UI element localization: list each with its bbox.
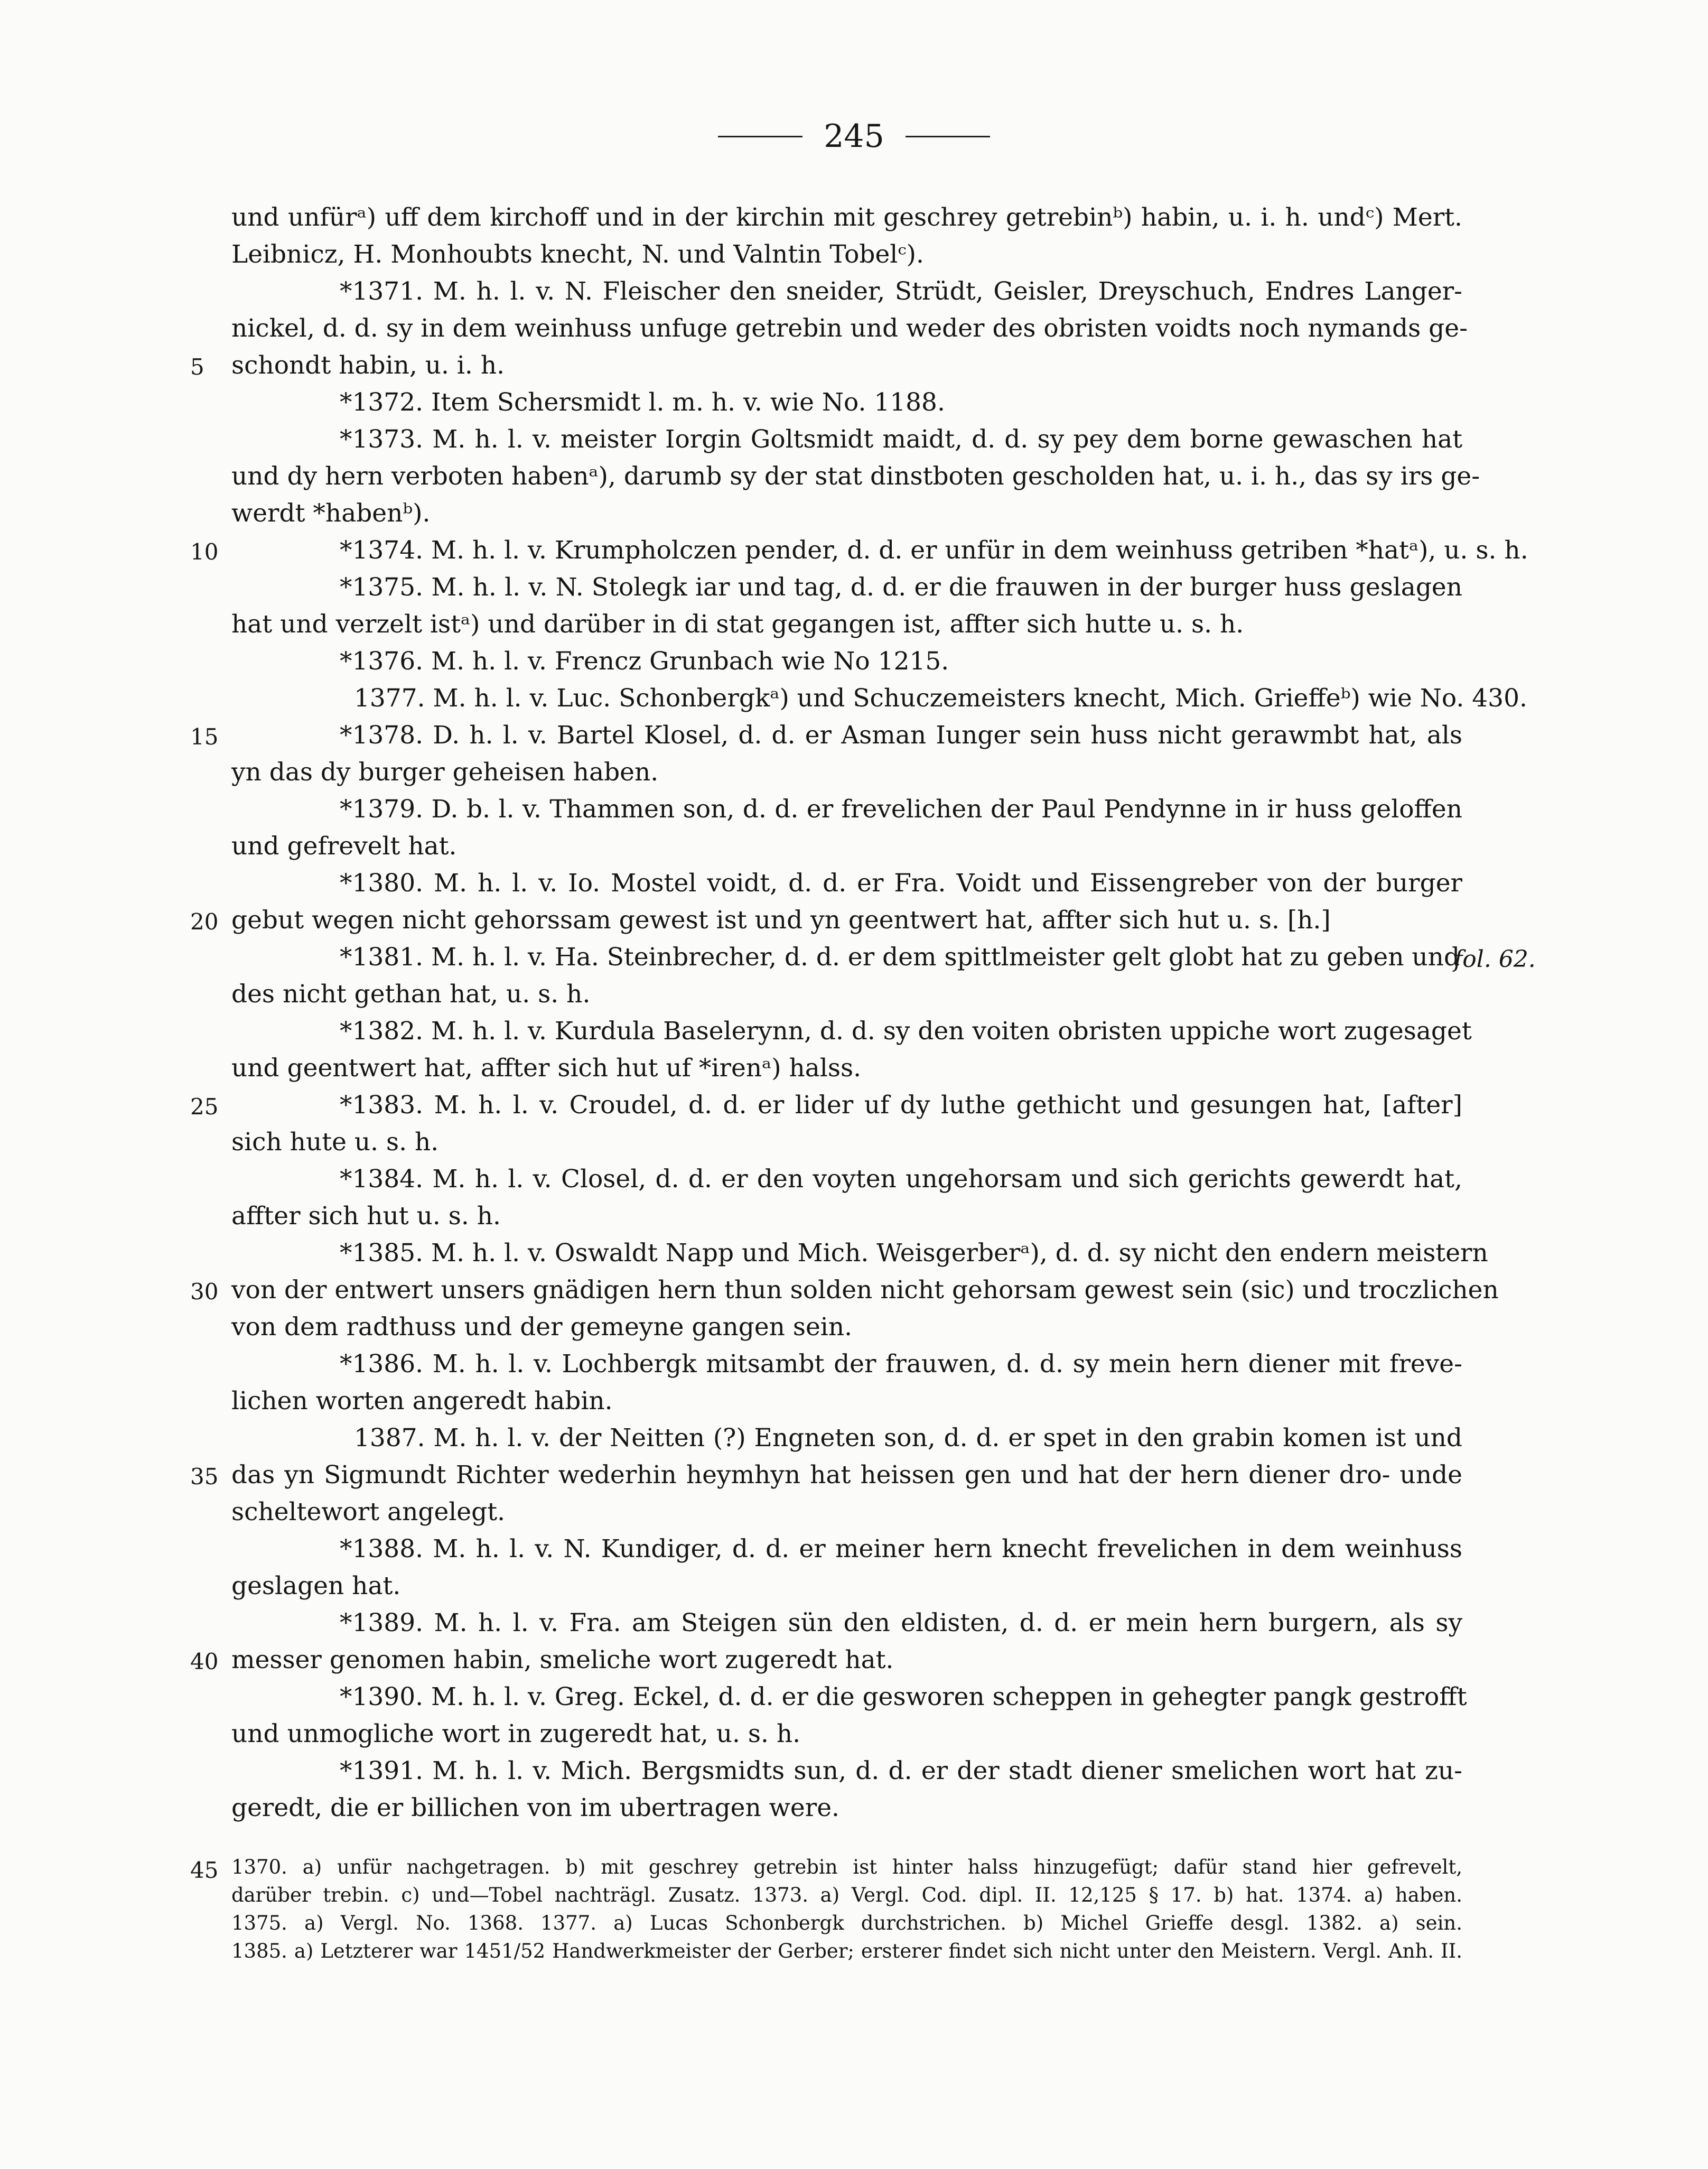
text-line: sich hute u. s. h. [231,1128,439,1157]
text-line: werdt *habenᵇ). [231,499,431,528]
text-line: *1383. M. h. l. v. Croudel, d. d. er lider uf dy luthe gethicht und gesungen hat, [after] [340,1091,1462,1120]
text-line: das yn Sigmundt Richter wederhin heymhyn hat heissen gen und hat der hern diener dro- unde [231,1460,1462,1490]
text-line: affter sich hut u. s. h. [231,1202,501,1231]
text-line: scheltewort angelegt. [231,1497,506,1526]
text-line: und unfürᵃ) uff dem kirchoff und in der kirchin mit geschrey getrebinᵇ) habin, u. i. h. undᶜ) Mert. [231,203,1462,232]
text-line: *1391. M. h. l. v. Mich. Bergsmidts sun, d. d. er der stadt diener smelichen wort hat zu- [340,1756,1462,1785]
text-line: *1385. M. h. l. v. Oswaldt Napp und Mich. Weisgerberᵃ), d. d. sy nicht den endern meistern [340,1239,1488,1268]
text-line: *1374. M. h. l. v. Krumpholczen pender, d. d. er unfür in dem weinhuss getriben *hatᵃ), u. s. h. [340,536,1528,565]
text-line: von der entwert unsers gnädigen hern thun solden nicht gehorsam gewest sein (sic) und troczlichen [231,1276,1499,1305]
right-rule [906,136,990,137]
text-line: und unmogliche wort in zugeredt hat, u. s. h. [231,1719,801,1748]
text-line: *1389. M. h. l. v. Fra. am Steigen sün den eldisten, d. d. er mein hern burgern, als sy [340,1608,1462,1637]
text-line: *1380. M. h. l. v. Io. Mostel voidt, d. d. er Fra. Voidt und Eissengreber von der burger [340,869,1462,898]
text-line: *1379. D. b. l. v. Thammen son, d. d. er frevelichen der Paul Pendynne in ir huss geloffen [340,795,1462,824]
text-line: und dy hern verboten habenᵃ), darumb sy der stat dinstboten gescholden hat, u. i. h., das sy irs ge- [231,462,1480,491]
text-line: *1372. Item Schersmidt l. m. h. v. wie No. 1188. [340,388,945,417]
text-line: nickel, d. d. sy in dem weinhuss unfuge getrebin und weder des obristen voidts noch nymands ge- [231,314,1468,343]
footnote-line: 1375. a) Vergl. No. 1368. 1377. a) Lucas Schonbergk durchstrichen. b) Michel Grieffe desgl. 1382. a) sein. [231,1912,1462,1934]
text-line: *1381. M. h. l. v. Ha. Steinbrecher, d. d. er dem spittlmeister gelt globt hat zu geben und [340,943,1460,972]
line-number: 30 [190,1279,219,1305]
line-number: 25 [190,1094,219,1120]
text-line: *1386. M. h. l. v. Lochbergk mitsambt der frauwen, d. d. sy mein hern diener mit freve- [340,1349,1462,1379]
text-line: *1371. M. h. l. v. N. Fleischer den sneider, Strüdt, Geisler, Dreyschuch, Endres Langer- [340,277,1462,306]
left-rule [718,136,802,137]
text-line: *1382. M. h. l. v. Kurdula Baselerynn, d. d. sy den voiten obristen uppiche wort zugesaget [340,1017,1472,1046]
text-line: und geentwert hat, affter sich hut uf *irenᵃ) halss. [231,1054,862,1083]
text-line: hat und verzelt istᵃ) und darüber in di stat gegangen ist, affter sich hutte u. s. h. [231,610,1244,639]
text-line: messer genomen habin, smeliche wort zugeredt hat. [231,1645,894,1674]
text-line: von dem radthuss und der gemeyne gangen sein. [231,1312,853,1342]
text-line: Leibnicz, H. Monhoubts knecht, N. und Valntin Tobelᶜ). [231,240,924,269]
line-number: 40 [190,1649,219,1674]
text-line: *1375. M. h. l. v. N. Stolegk iar und tag, d. d. er die frauwen in der burger huss geslagen [340,573,1462,602]
text-line: 1377. M. h. l. v. Luc. Schonbergkᵃ) und Schuczemeisters knecht, Mich. Grieffeᵇ) wie No. 430. [354,684,1527,713]
text-line: gebut wegen nicht gehorssam gewest ist und yn geentwert hat, affter sich hut u. s. [h.] [231,906,1331,935]
text-line: und gefrevelt hat. [231,832,457,861]
footnote-line: darüber trebin. c) und—Tobel nachträgl. Zusatz. 1373. a) Vergl. Cod. dipl. II. 12,125 § 17. b) hat. 1374. a) haben. [231,1884,1462,1906]
footnote-line: 1370. a) unfür nachgetragen. b) mit geschrey getrebin ist hinter halss hinzugefügt; dafür stand hier gefrevelt, [231,1856,1462,1878]
text-line: geslagen hat. [231,1571,401,1600]
text-line: *1388. M. h. l. v. N. Kundiger, d. d. er meiner hern knecht frevelichen in dem weinhuss [340,1534,1462,1563]
text-line: geredt, die er billichen von im ubertragen were. [231,1793,839,1822]
line-number: 35 [190,1464,219,1490]
text-line: des nicht gethan hat, u. s. h. [231,980,591,1009]
text-line: yn das dy burger geheisen haben. [231,758,659,787]
text-line: *1384. M. h. l. v. Closel, d. d. er den voyten ungehorsam und sich gerichts gewerdt hat, [340,1165,1462,1194]
page-header [0,118,1708,155]
page-number: 245 [824,118,884,155]
line-number: 5 [190,354,204,380]
text-line: *1378. D. h. l. v. Bartel Klosel, d. d. er Asman Iunger sein huss nicht gerawmbt hat, als [340,721,1462,750]
text-line: *1376. M. h. l. v. Frencz Grunbach wie No 1215. [340,647,949,676]
text-line: *1373. M. h. l. v. meister Iorgin Goltsmidt maidt, d. d. sy pey dem borne gewaschen hat [340,425,1462,454]
line-number: 10 [190,539,219,565]
folio-margin-note: fol. 62. [1454,946,1536,973]
text-line: *1390. M. h. l. v. Greg. Eckel, d. d. er die gesworen scheppen in gehegter pangk gestrofft [340,1682,1467,1711]
text-line: lichen worten angeredt habin. [231,1386,613,1416]
line-number: 15 [190,724,219,750]
line-number: 20 [190,909,219,935]
text-line: schondt habin, u. i. h. [231,351,505,380]
text-line: 1387. M. h. l. v. der Neitten (?) Engneten son, d. d. er spet in den grabin komen ist und [354,1423,1462,1453]
line-number: 45 [190,1857,219,1883]
footnote-line: 1385. a) Letzterer war 1451/52 Handwerkmeister der Gerber; ersterer findet sich nicht unter den Meistern. Vergl. Anh. II. [231,1940,1462,1962]
